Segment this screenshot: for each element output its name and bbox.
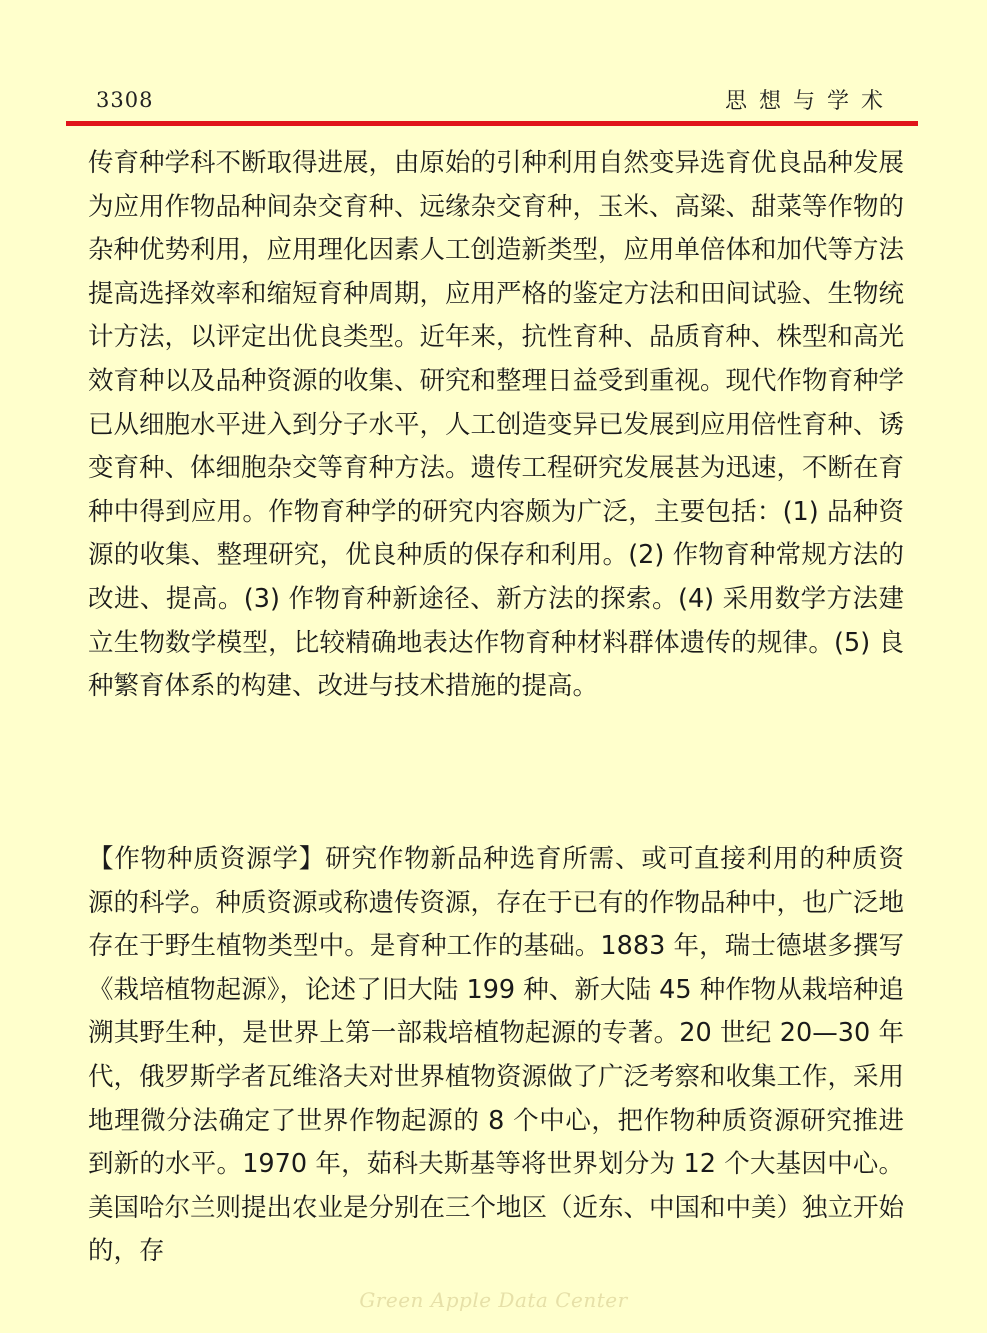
body-paragraph-1 bbox=[88, 142, 904, 709]
paragraph-1-text: 传育种学科不断取得进展，由原始的引种利用自然变异选育优良品种发展为应用作物品种间杂交育种、远缘杂交育种，玉米、高粱、甜菜等作物的杂种优势利用，应用理化因素人工创造新类型，应用单倍体和加代等方法提高选择效率和缩短育种周期，应用严格的鉴定方法和田间试验、生物统计方法，以评定出优良类型。近年来，抗性育种、品质育种、株型和高光效育种以及品种资源的收集、研究和整理日益受到重视。现代作物育种学已从细胞水平进入到分子水平，人工创造变异已发展到应用倍性育种、诱变育种、体细胞杂交等育种方法。遗传工程研究发展甚为迅速，不断在育种中得到应用。作物育种学的研究内容颇为广泛，主要包括：(1) 品种资源的收集、整理研究，优良种质的保存和利用。(2) 作物育种常规方法的改进、提高。(3) 作物育种新途径、新方法的探索。(4) 采用数学方法建立生物数学模型，比较精确地表达作物育种材料群体遗传的规律。(5) 良种繁育体系的构建、改进与技术措施的提高。 bbox=[88, 148, 905, 702]
watermark: Green Apple Data Center bbox=[359, 1288, 628, 1312]
entry-term-heading: 【作物种质资源学】 bbox=[88, 844, 326, 874]
body-paragraph-2 bbox=[88, 838, 904, 1274]
running-title: 思想与学术 bbox=[724, 89, 895, 114]
header-rule bbox=[66, 121, 918, 126]
page-number: 3308 bbox=[96, 88, 154, 112]
paragraph-2-text: 研究作物新品种选育所需、或可直接利用的种质资源的科学。种质资源或称遗传资源，存在于已有的作物品种中，也广泛地存在于野生植物类型中。是育种工作的基础。1883 年，瑞士德堪多撰写《栽培植物起源》，论述了旧大陆 199 种、新大陆 45 种作物从栽培种追溯其野生种，是世界上第一部栽培植物起源的专著。20 世纪 20—30 年代，俄罗斯学者瓦维洛夫对世界植物资源做了广泛考察和收集工作，采用地理微分法确定了世界作物起源的 8 个中心，把作物种质资源研究推进到新的水平。1970 年，茹科夫斯基等将世界划分为 12 个大基因中心。美国哈尔兰则提出农业是分别在三个地区（近东、中国和中美）独立开始的，存 bbox=[88, 844, 905, 1267]
